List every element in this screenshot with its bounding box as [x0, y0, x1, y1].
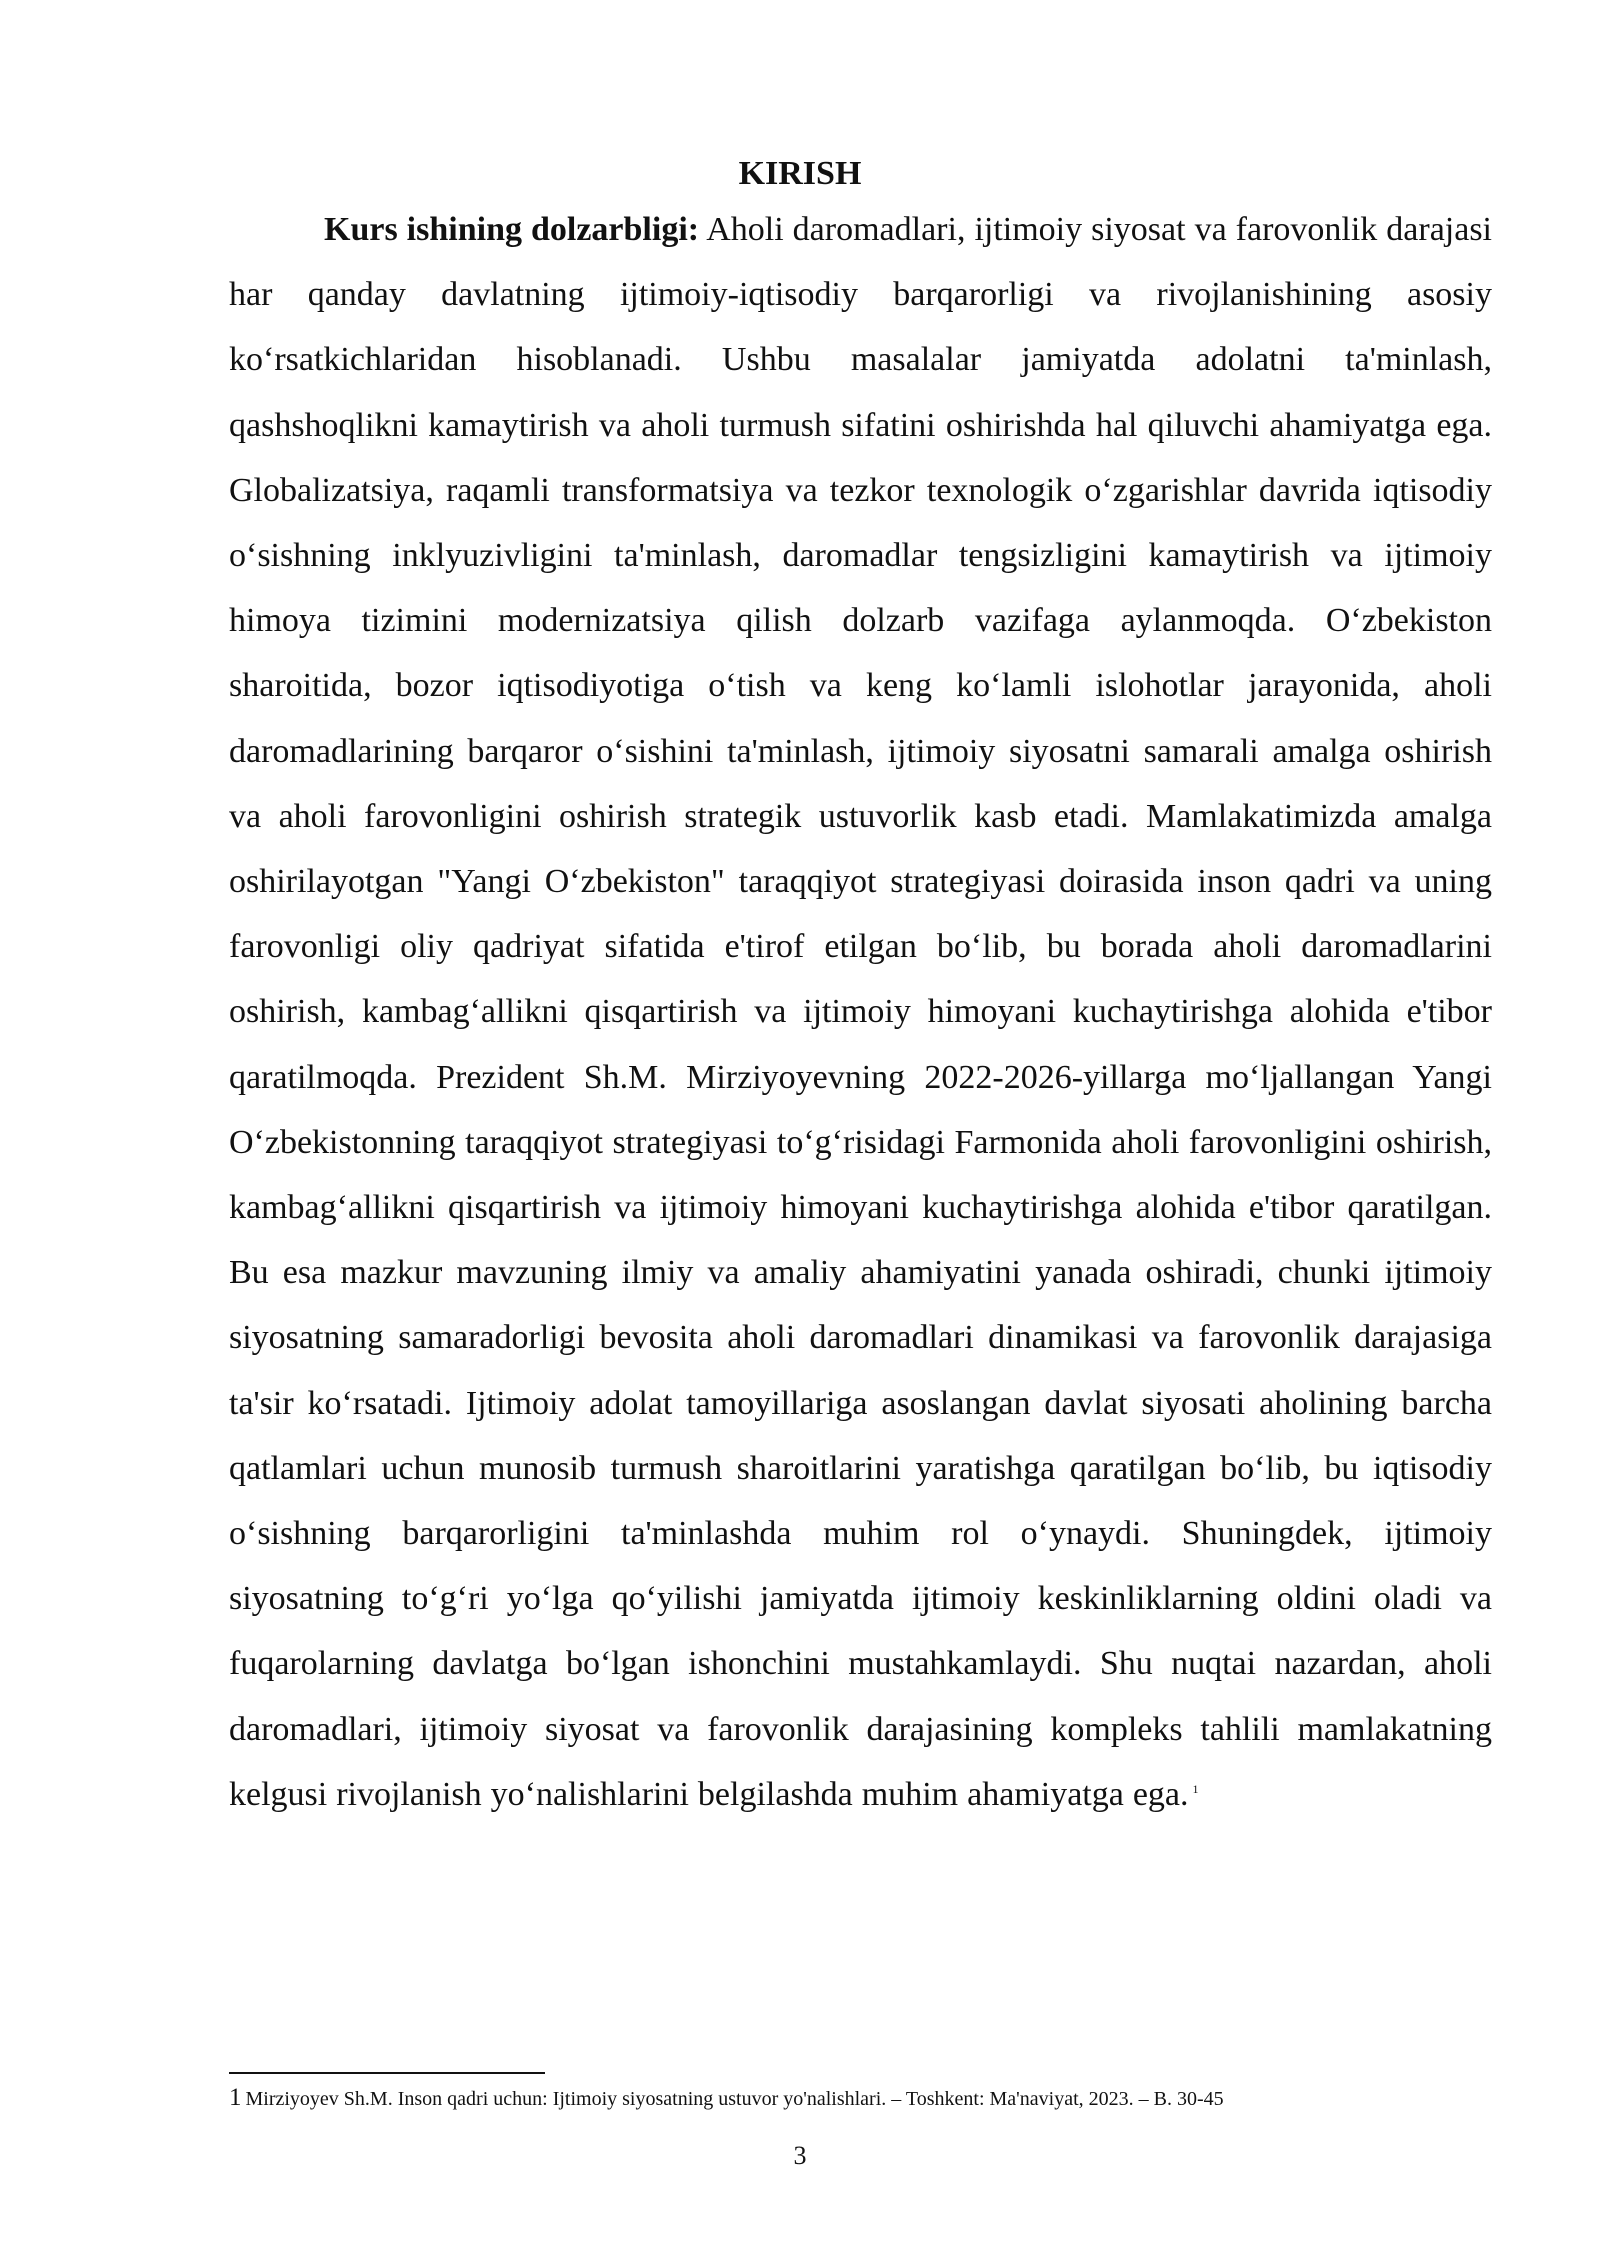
body-paragraph: [229, 197, 1492, 1827]
footnote-number: 1: [229, 2084, 242, 2111]
footnote-divider: [229, 2072, 545, 2074]
footnote-text: Mirziyoyev Sh.M. Inson qadri uchun: Ijtimoiy siyosatning ustuvor yo'nalishlari. – Toshkent: Ma'naviyat, 2023. – B. 30-45: [245, 2088, 1224, 2110]
paragraph-text: Aholi daromadlari, ijtimoiy siyosat va farovonlik darajasi har qanday davlatning ijtimoiy-iqtisodiy barqarorligi va rivojlanishining asosiy ko‘rsatkichlaridan hisoblanadi. Ushbu masalalar jamiyatda adolatni ta'minlash, qashshoqlikni kamaytirish va aholi turmush sifatini oshirishda hal qiluvchi ahamiyatga ega. Globalizatsiya, raqamli transformatsiya va tezkor texnologik o‘zgarishlar davrida iqtisodiy o‘sishning inklyuzivligini ta'minlash, daromadlar tengsizligini kamaytirish va ijtimoiy himoya tizimini modernizatsiya qilish dolzarb vazifaga aylanmoqda. O‘zbekiston sharoitida, bozor iqtisodiyotiga o‘tish va keng ko‘lamli islohotlar jarayonida, aholi daromadlarining barqaror o‘sishini ta'minlash, ijtimoiy siyosatni samarali amalga oshirish va aholi farovonligini oshirish strategik ustuvorlik kasb etadi. Mamlakatimizda amalga oshirilayotgan "Yangi O‘zbekiston" taraqqiyot strategiyasi doirasida inson qadri va uning farovonligi oliy qadriyat sifatida e'tirof etilgan bo‘lib, bu borada aholi daromadlarini oshirish, kambag‘allikni qisqartirish va ijtimoiy himoyani kuchaytirishga alohida e'tibor qaratilmoqda. Prezident Sh.M. Mirziyoyevning 2022-2026-yillarga mo‘ljallangan Yangi O‘zbekistonning taraqqiyot strategiyasi to‘g‘risidagi Farmonida aholi farovonligini oshirish, kambag‘allikni qisqartirish va ijtimoiy himoyani kuchaytirishga alohida e'tibor qaratilgan. Bu esa mazkur mavzuning ilmiy va amaliy ahamiyatini yanada oshiradi, chunki ijtimoiy siyosatning samaradorligi bevosita aholi daromadlari dinamikasi va farovonlik darajasiga ta'sir ko‘rsatadi. Ijtimoiy adolat tamoyillariga asoslangan davlat siyosati aholining barcha qatlamlari uchun munosib turmush sharoitlarini yaratishga qaratilgan bo‘lib, bu iqtisodiy o‘sishning barqarorligini ta'minlashda muhim rol o‘ynaydi. Shuningdek, ijtimoiy siyosatning to‘g‘ri yo‘lga qo‘yilishi jamiyatda ijtimoiy keskinliklarning oldini oladi va fuqarolarning davlatga bo‘lgan ishonchini mustahkamlaydi. Shu nuqtai nazardan, aholi daromadlari, ijtimoiy siyosat va farovonlik darajasining kompleks tahlili mamlakatning kelgusi rivojlanish yo‘nalishlarini belgilashda muhim ahamiyatga ega.: [229, 211, 1493, 1813]
lead-label: Kurs ishining dolzarbligi:: [324, 211, 700, 248]
footnote-reference[interactable]: 1: [1192, 1781, 1199, 1796]
footnote: [229, 2084, 1492, 2113]
section-heading: KIRISH: [738, 155, 862, 192]
page-number: 3: [793, 2141, 807, 2170]
